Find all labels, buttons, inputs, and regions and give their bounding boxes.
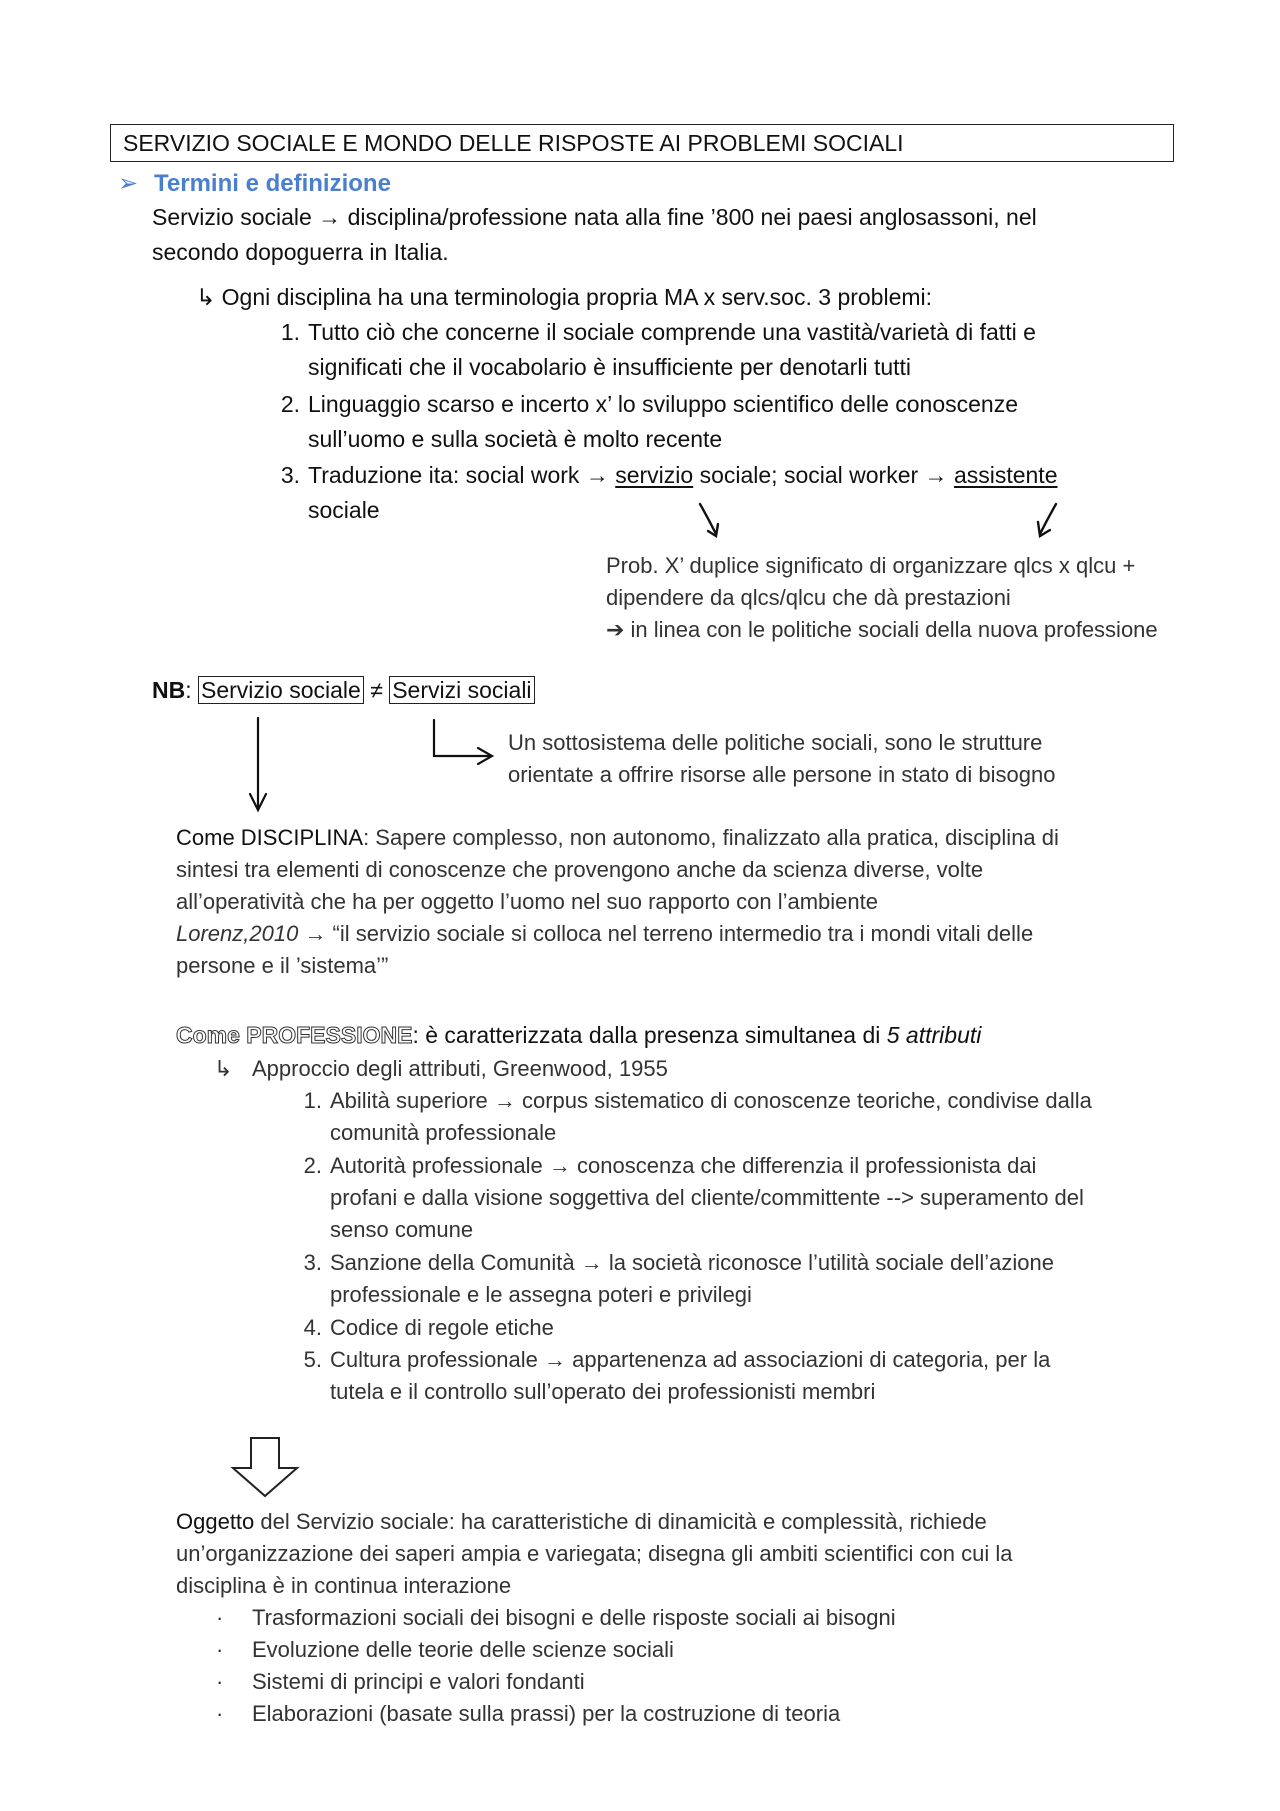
nb-colon: : bbox=[185, 677, 192, 703]
underlined-term-servizio: servizio bbox=[615, 462, 694, 488]
list-text: Sanzione della Comunità → la società riconosce l’utilità sociale dell’azione bbox=[330, 1250, 1054, 1275]
disciplina-line-3: all’operatività che ha per oggetto l’uomo nel suo rapporto con l’ambiente bbox=[176, 889, 878, 914]
attribute-item-3-cont: professionale e le assegna poteri e privilegi bbox=[330, 1282, 752, 1307]
list-text: Evoluzione delle teorie delle scienze sociali bbox=[252, 1637, 674, 1662]
list-text: Abilità superiore → corpus sistematico di conoscenze teoriche, condivise dalla bbox=[330, 1088, 1092, 1113]
list-text: Codice di regole etiche bbox=[330, 1315, 554, 1340]
list-number: 2. bbox=[280, 391, 300, 417]
problem-item-2-cont: sull’uomo e sulla società è molto recente bbox=[308, 426, 723, 452]
problems-lead-text: Ogni disciplina ha una terminologia propria MA x serv.soc. 3 problemi: bbox=[221, 284, 933, 310]
disciplina-line-5: persone e il ’sistema’” bbox=[176, 953, 389, 978]
list-number: 4. bbox=[303, 1315, 322, 1340]
elbow-arrow-icon bbox=[434, 720, 492, 764]
curved-arrow-icon: ↳ bbox=[196, 284, 216, 310]
list-text: Traduzione ita: social work → bbox=[308, 462, 616, 488]
approach-text: Approccio degli attributi, Greenwood, 1955 bbox=[252, 1056, 668, 1081]
translation-note-line-2: dipendere da qlcs/qlcu che dà prestazioni bbox=[606, 585, 1011, 610]
list-text: sociale; social worker → bbox=[693, 462, 954, 488]
bullet-dot-icon: · bbox=[216, 1669, 224, 1694]
arrow-down-servizio-icon bbox=[700, 504, 718, 536]
list-text: Elaborazioni (basate sulla prassi) per la costruzione di teoria bbox=[252, 1701, 841, 1726]
bullet-dot-icon: · bbox=[216, 1701, 224, 1726]
not-equal-icon: ≠ bbox=[370, 677, 383, 703]
attribute-item-2-cont-2: senso comune bbox=[330, 1217, 474, 1242]
list-number: 3. bbox=[280, 462, 300, 488]
bullet-dot-icon: · bbox=[216, 1605, 224, 1630]
citation: Lorenz,2010 bbox=[176, 921, 299, 946]
attribute-item-5-cont: tutela e il controllo sull’operato dei professionisti membri bbox=[330, 1379, 876, 1404]
servizi-sociali-def-line-1: Un sottosistema delle politiche sociali, sono le strutture bbox=[508, 730, 1043, 755]
list-number: 5. bbox=[303, 1347, 322, 1372]
list-number: 3. bbox=[303, 1250, 322, 1275]
professione-text: : è caratterizzata dalla presenza simultanea di bbox=[412, 1022, 887, 1048]
list-number: 1. bbox=[280, 319, 300, 345]
list-number: 1. bbox=[303, 1088, 322, 1113]
attribute-item-2-cont: profani e dalla visione soggettiva del cliente/committente --> superamento del bbox=[330, 1185, 1084, 1210]
list-text: Sistemi di principi e valori fondanti bbox=[252, 1669, 585, 1694]
oggetto-text: del Servizio sociale: ha caratteristiche di dinamicità e complessità, richiede bbox=[254, 1509, 987, 1534]
nb-label: NB bbox=[152, 677, 186, 703]
quote-text: → “il servizio sociale si colloca nel terreno intermedio tra i mondi vitali delle bbox=[298, 921, 1034, 946]
disciplina-line-2: sintesi tra elementi di conoscenze che provengono anche da scienza diverse, volte bbox=[176, 857, 984, 882]
arrow-down-disciplina-icon bbox=[250, 718, 266, 810]
disciplina-heading: Come DISCIPLINA bbox=[176, 825, 364, 850]
professione-emphasis: 5 attributi bbox=[886, 1022, 982, 1048]
hollow-down-arrow-icon bbox=[233, 1438, 297, 1496]
oggetto-heading: Oggetto bbox=[176, 1509, 255, 1534]
page-title: SERVIZIO SOCIALE E MONDO DELLE RISPOSTE AI PROBLEMI SOCIALI bbox=[110, 124, 1174, 162]
list-text: Trasformazioni sociali dei bisogni e delle risposte sociali ai bisogni bbox=[252, 1605, 896, 1630]
translation-note-line-3: ➔ in linea con le politiche sociali della nuova professione bbox=[606, 617, 1158, 642]
term-servizio-sociale: Servizio sociale bbox=[198, 676, 364, 704]
curved-arrow-icon: ↳ bbox=[214, 1056, 233, 1081]
arrow-down-assistente-icon bbox=[1038, 504, 1056, 536]
intro-line-1: Servizio sociale → disciplina/professione nata alla fine ’800 nei paesi anglosassoni, nel bbox=[152, 204, 1037, 230]
list-text: Linguaggio scarso e incerto x’ lo sviluppo scientifico delle conoscenze bbox=[308, 391, 1019, 417]
list-text: Tutto ciò che concerne il sociale comprende una vastità/varietà di fatti e bbox=[308, 319, 1036, 345]
attribute-item-1-cont: comunità professionale bbox=[330, 1120, 557, 1145]
professione-heading: Come PROFESSIONE bbox=[176, 1022, 413, 1048]
servizi-sociali-def-line-2: orientate a offrire risorse alle persone in stato di bisogno bbox=[508, 762, 1056, 787]
problem-item-3-cont: sociale bbox=[308, 497, 380, 523]
underlined-term-assistente: assistente bbox=[953, 462, 1058, 488]
disciplina-text: : Sapere complesso, non autonomo, finalizzato alla pratica, disciplina di bbox=[363, 825, 1059, 850]
intro-line-2: secondo dopoguerra in Italia. bbox=[152, 239, 449, 265]
section-heading-text: Termini e definizione bbox=[154, 170, 391, 197]
list-number: 2. bbox=[303, 1153, 322, 1178]
translation-note-line-1: Prob. X’ duplice significato di organizzare qlcs x qlcu + bbox=[606, 553, 1136, 578]
oggetto-line-3: disciplina è in continua interazione bbox=[176, 1573, 512, 1598]
list-text: Cultura professionale → appartenenza ad associazioni di categoria, per la bbox=[330, 1347, 1051, 1372]
bullet-dot-icon: · bbox=[216, 1637, 224, 1662]
list-text: Autorità professionale → conoscenza che differenzia il professionista dai bbox=[330, 1153, 1037, 1178]
oggetto-line-2: un’organizzazione dei saperi ampia e variegata; disegna gli ambiti scientifici con cui la bbox=[176, 1541, 1013, 1566]
arrow-bullet-icon: ➢ bbox=[118, 170, 139, 197]
problem-item-1-cont: significati che il vocabolario è insufficiente per denotarli tutti bbox=[308, 354, 912, 380]
term-servizi-sociali: Servizi sociali bbox=[389, 676, 534, 704]
